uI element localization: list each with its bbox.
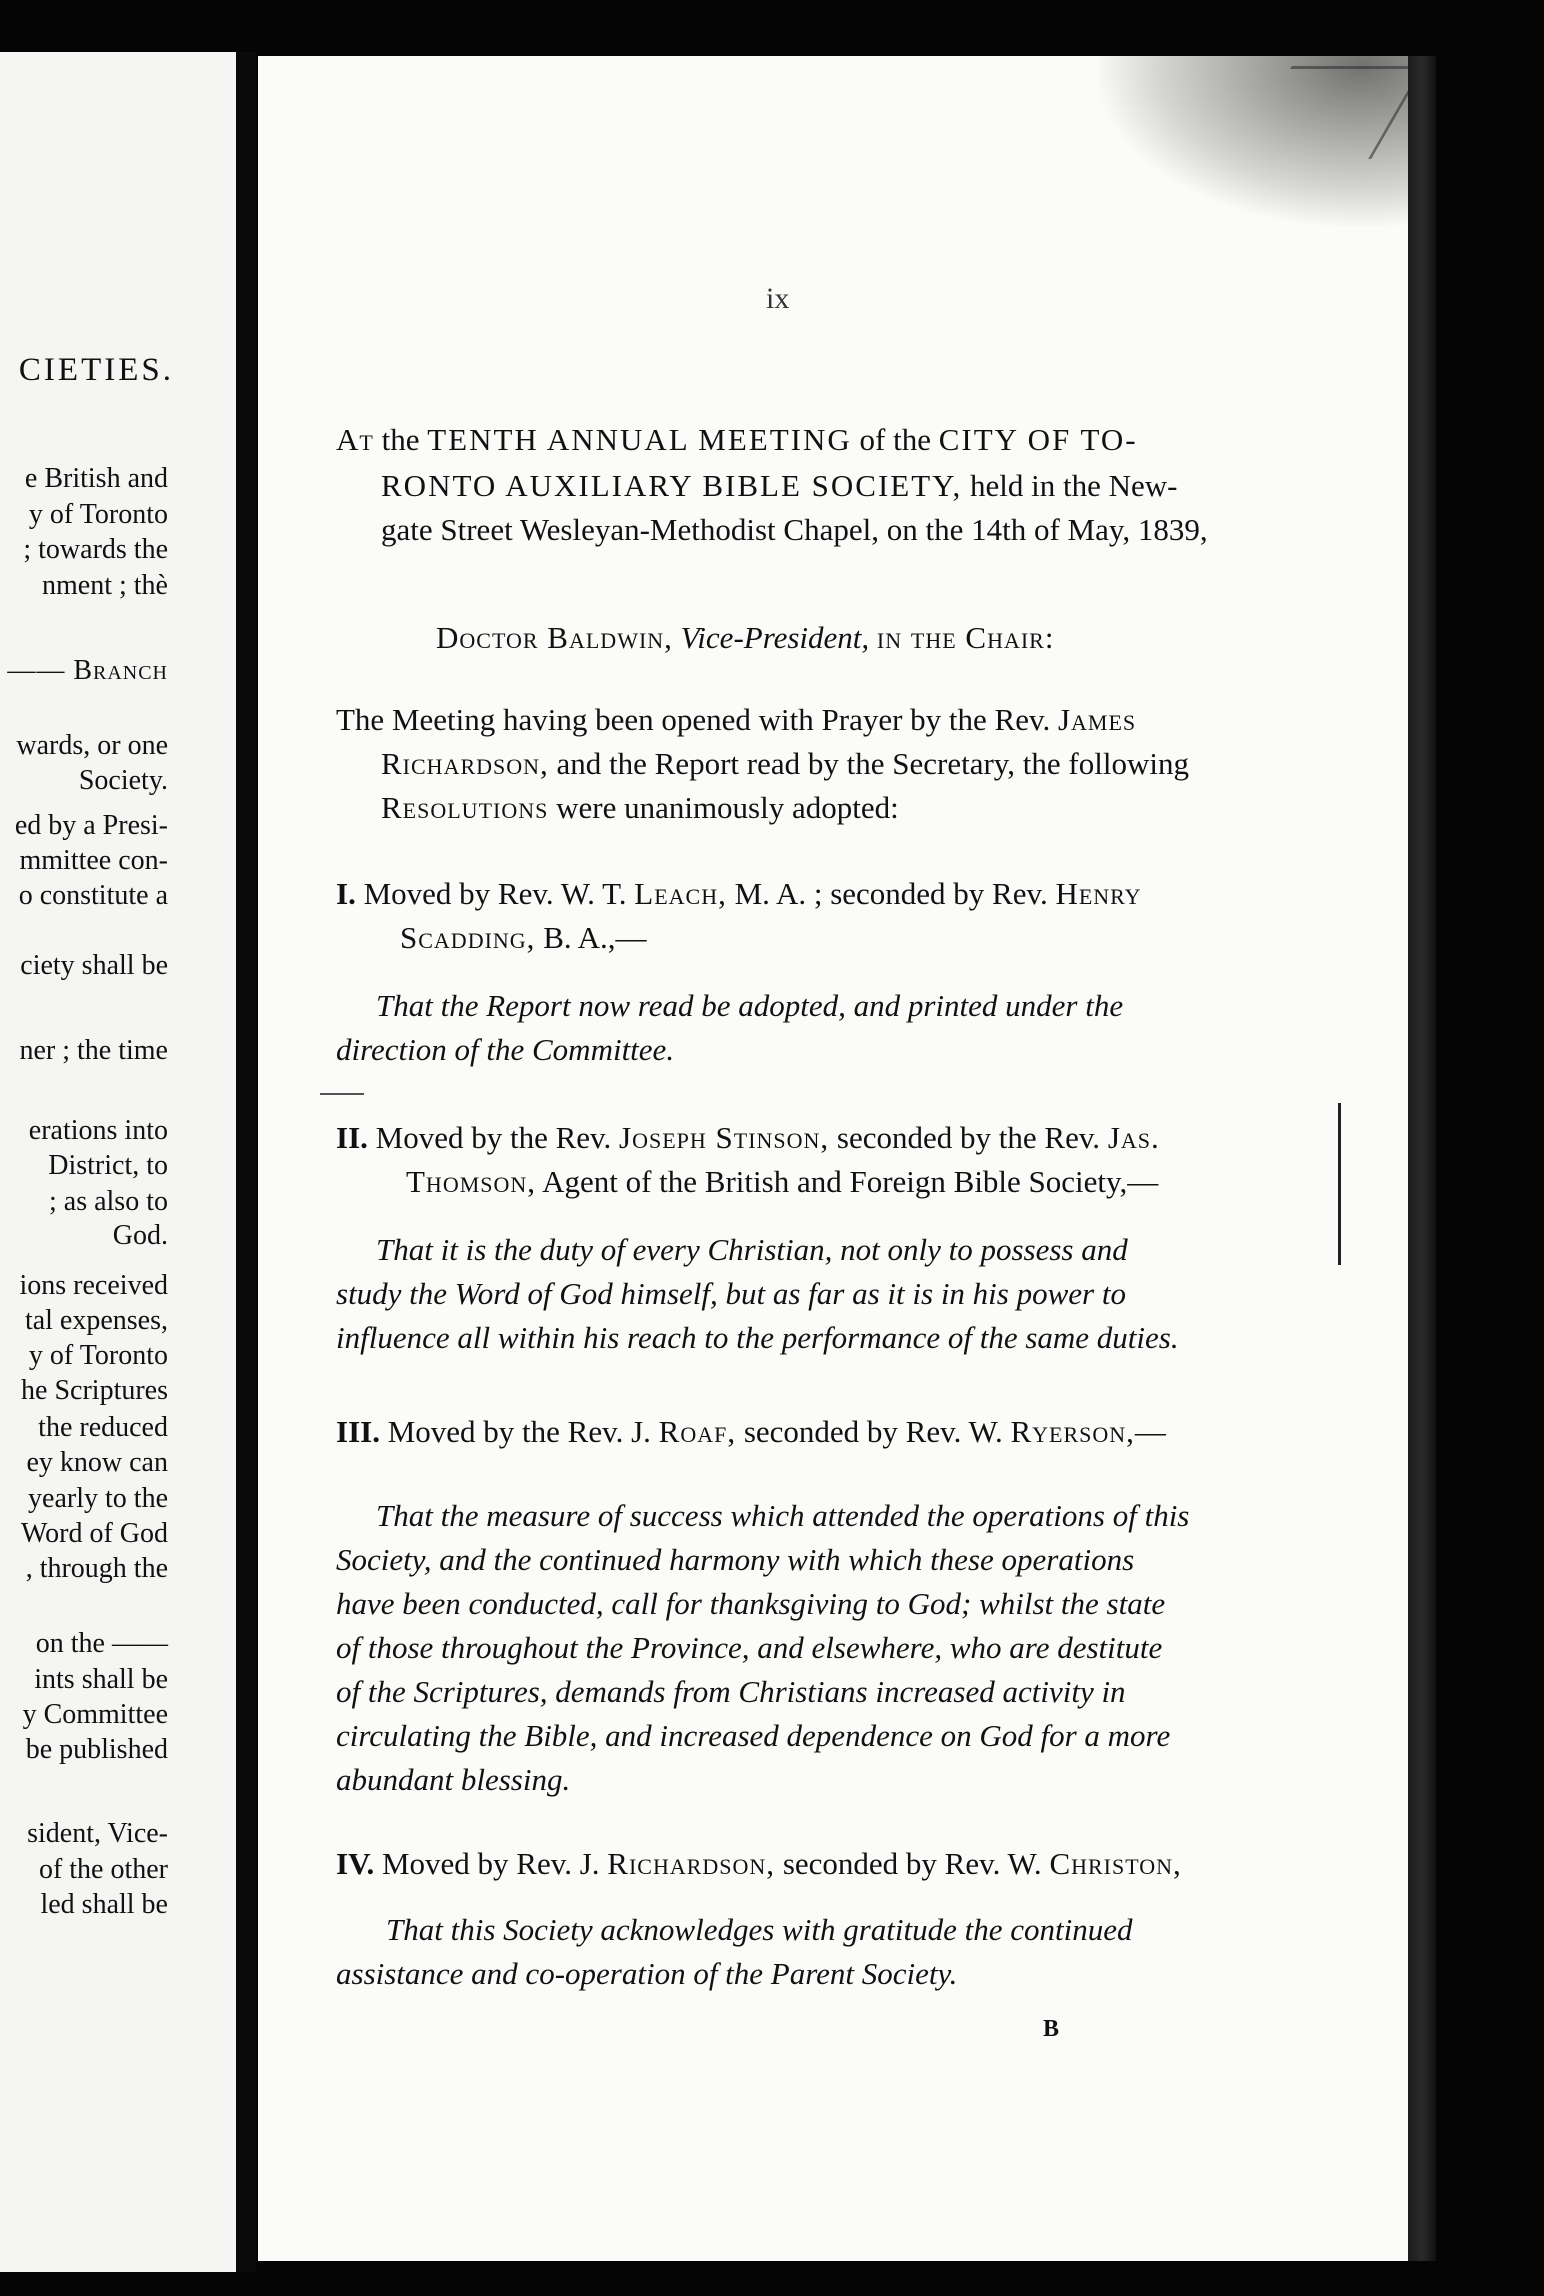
opening-line-3: Resolutions were unanimously adopted: [381,790,899,825]
resolution-3-mover: III. Moved by the Rev. J. Roaf, seconded by Rev. W. Ryerson,— [336,1414,1167,1449]
resolution-4-text: assistance and co-operation of the Parent Society. [336,1956,958,1991]
resolution-4-mover: IV. Moved by Rev. J. Richardson, seconded by Rev. W. Christon, [336,1846,1182,1881]
margin-dash-mark [320,1093,364,1095]
left-page-line: mmittee con- [19,845,168,876]
intro-line-1: At the TENTH ANNUAL MEETING of the CITY OF TO- [336,422,1138,457]
signature-mark: B [1043,2016,1060,2042]
resolution-1-text: That the Report now read be adopted, and printed under the [376,988,1124,1023]
resolution-2-text: influence all within his reach to the performance of the same duties. [336,1320,1179,1355]
resolution-4-text: That this Society acknowledges with gratitude the continued [386,1912,1133,1947]
page-number: ix [766,282,790,315]
left-page-line: ions received [19,1270,168,1301]
left-page-line: e British and [24,463,168,494]
book-gutter [236,52,256,2272]
left-page-line: ciety shall be [20,950,168,981]
resolution-3-text: have been conducted, call for thanksgiving to God; whilst the state [336,1586,1166,1621]
left-page-line: o constitute a [18,880,168,911]
left-page-line: Word of God [20,1518,168,1549]
resolution-3-text: circulating the Bible, and increased dependence on God for a more [336,1718,1171,1753]
resolution-2-text: That it is the duty of every Christian, not only to possess and [376,1232,1128,1267]
left-page-line: ints shall be [34,1664,168,1695]
intro-line-3: gate Street Wesleyan-Methodist Chapel, on the 14th of May, 1839, [381,512,1208,547]
left-page-line: nment ; thè [42,570,168,601]
left-page-line: ; as also to [49,1186,168,1217]
chair-line: Doctor Baldwin, Vice-President, in the Chair: [436,620,1055,655]
left-page-line: ner ; the time [19,1035,168,1066]
resolution-3-text: of the Scriptures, demands from Christians increased activity in [336,1674,1126,1709]
left-page-line: District, to [48,1150,168,1181]
resolution-1-text: direction of the Committee. [336,1032,675,1067]
left-page-line: ; towards the [23,534,168,565]
left-page-line: , through the [25,1553,168,1584]
left-page-line: y of Toronto [28,499,168,530]
main-page [258,56,1408,2261]
resolution-3-text: of those throughout the Province, and elsewhere, who are destitute [336,1630,1163,1665]
resolution-3-text: Society, and the continued harmony with which these operations [336,1542,1135,1577]
intro-line-2: RONTO AUXILIARY BIBLE SOCIETY, held in the New- [381,468,1178,503]
previous-page-fragment [0,52,240,2272]
left-page-line: yearly to the [28,1483,168,1514]
left-page-line: sident, Vice- [27,1818,168,1849]
resolution-2-mover-cont: Thomson, Agent of the British and Foreign Bible Society,— [406,1164,1159,1199]
left-page-line: on the —— [35,1628,168,1659]
left-page-line: ey know can [26,1447,168,1478]
book-edge [1408,56,1436,2261]
resolution-2-text: study the Word of God himself, but as far as it is in his power to [336,1276,1126,1311]
left-page-line: ed by a Presi- [14,810,168,841]
resolution-1-mover: I. Moved by Rev. W. T. Leach, M. A. ; seconded by Rev. Henry [336,876,1142,911]
resolution-1-mover-cont: Scadding, B. A.,— [400,920,647,955]
left-page-heading: CIETIES. [18,352,174,388]
left-page-line: Society. [78,765,168,796]
left-page-line: God. [112,1220,168,1251]
opening-line-2: Richardson, and the Report read by the Secretary, the following [381,746,1189,781]
left-page-line: wards, or one [16,730,168,761]
resolution-2-mover: II. Moved by the Rev. Joseph Stinson, seconded by the Rev. Jas. [336,1120,1160,1155]
left-page-line: erations into [28,1115,168,1146]
opening-line-1: The Meeting having been opened with Prayer by the Rev. James [336,702,1137,737]
resolution-3-text: That the measure of success which attended the operations of this [376,1498,1190,1533]
left-page-line: of the other [38,1854,168,1885]
left-page-line: y of Toronto [28,1340,168,1371]
left-page-line: the reduced [38,1412,168,1443]
left-page-line: y Committee [22,1699,168,1730]
left-page-line: be published [25,1734,168,1765]
left-page-line: he Scriptures [21,1375,168,1406]
left-page-line: led shall be [40,1889,168,1920]
margin-pencil-line [1338,1103,1341,1265]
left-page-line: —— Branch [7,655,168,686]
left-page-line: tal expenses, [24,1305,168,1336]
resolution-3-text: abundant blessing. [336,1762,571,1797]
